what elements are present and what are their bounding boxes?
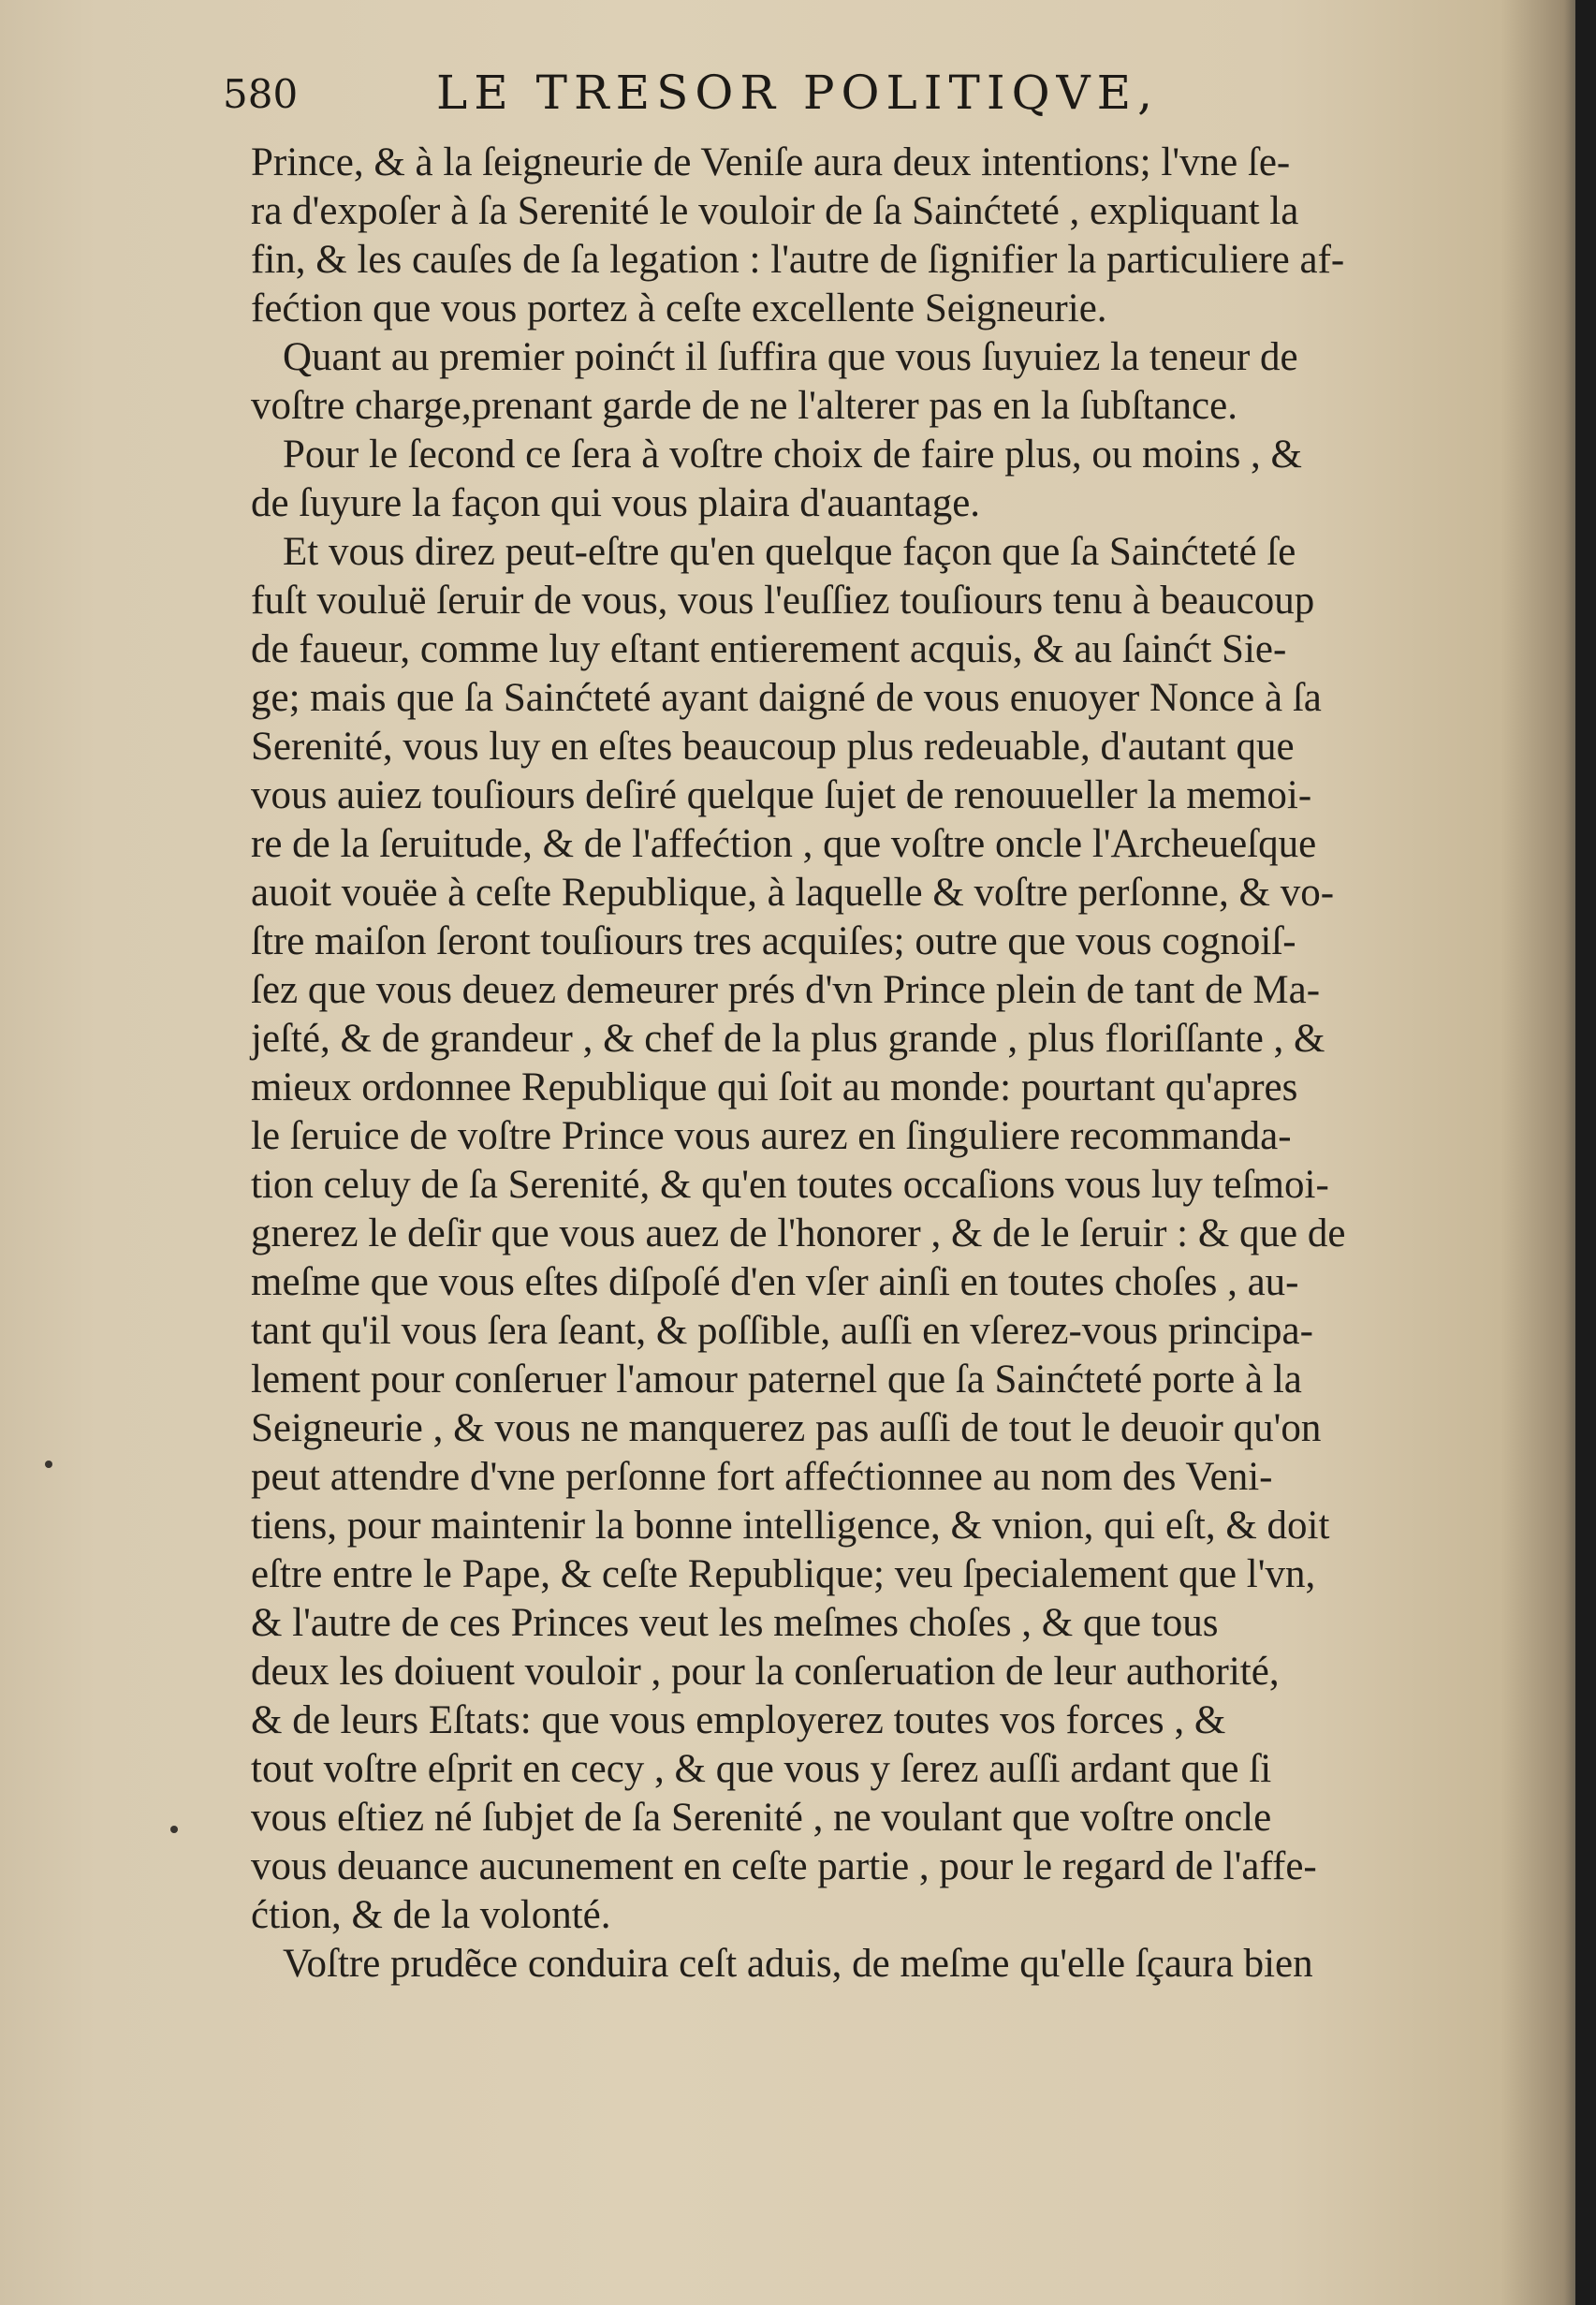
text-line: vous deuance aucunement en ceſte partie , pour le regard de l'affe- [251, 1844, 1317, 1888]
text-line: fin, & les cauſes de ſa legation : l'autre de ſignifier la particuliere af- [251, 238, 1345, 282]
text-line: Quant au premier poinćt il ſuffira que vous ſuyuiez la teneur de [283, 335, 1298, 379]
text-line: vous auiez touſiours deſiré quelque ſujet de renouueller la memoi- [251, 773, 1312, 817]
text-line: Seigneurie , & vous ne manquerez pas auſſi de tout le deuoir qu'on [251, 1406, 1322, 1450]
text-line: Serenité, vous luy en eſtes beaucoup plus redeuable, d'autant que [251, 725, 1295, 769]
text-line: & l'autre de ces Princes veut les meſmes choſes , & que tous [251, 1601, 1219, 1645]
text-line: tout voſtre eſprit en cecy , & que vous y ſerez auſſi ardant que ſi [251, 1747, 1272, 1791]
text-line: meſme que vous eſtes diſpoſé d'en vſer ainſi en toutes choſes , au- [251, 1260, 1299, 1304]
text-line: ćtion, & de la volonté. [251, 1893, 611, 1937]
text-line: mieux ordonnee Republique qui ſoit au monde: pourtant qu'apres [251, 1065, 1298, 1109]
ink-speck [170, 1826, 178, 1833]
text-line: gnerez le deſir que vous auez de l'honorer , & de le ſeruir : & que de [251, 1211, 1346, 1255]
text-line: de ſuyure la façon qui vous plaira d'auantage. [251, 481, 981, 525]
text-line: fećtion que vous portez à ceſte excellente Seigneurie. [251, 286, 1107, 330]
text-line: vous eſtiez né ſubjet de ſa Serenité , ne voulant que voſtre oncle [251, 1796, 1272, 1840]
page-header [223, 66, 1299, 131]
text-line: Et vous direz peut-eſtre qu'en quelque façon que ſa Sainćteté ſe [283, 530, 1296, 574]
text-line: tant qu'il vous ſera ſeant, & poſſible, auſſi en vſerez-vous principa- [251, 1309, 1313, 1353]
text-line: ſtre maiſon ſeront touſiours tres acquiſes; outre que vous cognoiſ- [251, 919, 1296, 963]
text-line: ſez que vous deuez demeurer prés d'vn Prince plein de tant de Ma- [251, 968, 1321, 1012]
text-line: & de leurs Eſtats: que vous employerez toutes vos forces , & [251, 1698, 1226, 1742]
text-line: Voſtre prudẽce conduira ceſt aduis, de meſme qu'elle ſçaura bien [283, 1942, 1313, 1986]
main-text [251, 139, 1477, 1989]
text-line: jeſté, & de grandeur , & chef de la plus grande , plus floriſſante , & [251, 1017, 1325, 1061]
running-title: LE TRESOR POLITIQVE, [436, 66, 1160, 120]
text-line: re de la ſeruitude, & de l'affećtion , que voſtre oncle l'Archeueſque [251, 822, 1317, 866]
text-line: eſtre entre le Pape, & ceſte Republique; veu ſpecialement que l'vn, [251, 1552, 1316, 1596]
text-line: deux les doiuent vouloir , pour la conſeruation de leur authorité, [251, 1650, 1280, 1694]
page-number: 580 [223, 71, 299, 117]
text-line: peut attendre d'vne perſonne fort affećtionnee au nom des Veni- [251, 1455, 1273, 1499]
text-line: tion celuy de ſa Serenité, & qu'en toutes occaſions vous luy teſmoi- [251, 1163, 1329, 1207]
text-line: le ſeruice de voſtre Prince vous aurez en ſinguliere recommanda- [251, 1114, 1292, 1158]
text-line: ra d'expoſer à ſa Serenité le vouloir de ſa Sainćteté , expliquant la [251, 189, 1299, 233]
text-line: lement pour conſeruer l'amour paternel que ſa Sainćteté porte à la [251, 1358, 1302, 1402]
text-line: Prince, & à la ſeigneurie de Veniſe aura deux intentions; l'vne ſe- [251, 140, 1291, 184]
text-line: voſtre charge,prenant garde de ne l'alterer pas en la ſubſtance. [251, 384, 1237, 428]
text-line: de faueur, comme luy eſtant entierement acquis, & au ſainćt Sie- [251, 627, 1287, 671]
text-line: fuſt vouluë ſeruir de vous, vous l'euſſiez touſiours tenu à beaucoup [251, 579, 1315, 623]
text-line: ge; mais que ſa Sainćteté ayant daigné de vous enuoyer Nonce à ſa [251, 676, 1322, 720]
ink-speck [45, 1461, 52, 1468]
text-line: auoit vouëe à ceſte Republique, à laquelle & voſtre perſonne, & vo- [251, 871, 1335, 915]
text-line: Pour le ſecond ce ſera à voſtre choix de faire plus, ou moins , & [283, 433, 1303, 477]
text-line: tiens, pour maintenir la bonne intelligence, & vnion, qui eſt, & doit [251, 1504, 1330, 1548]
